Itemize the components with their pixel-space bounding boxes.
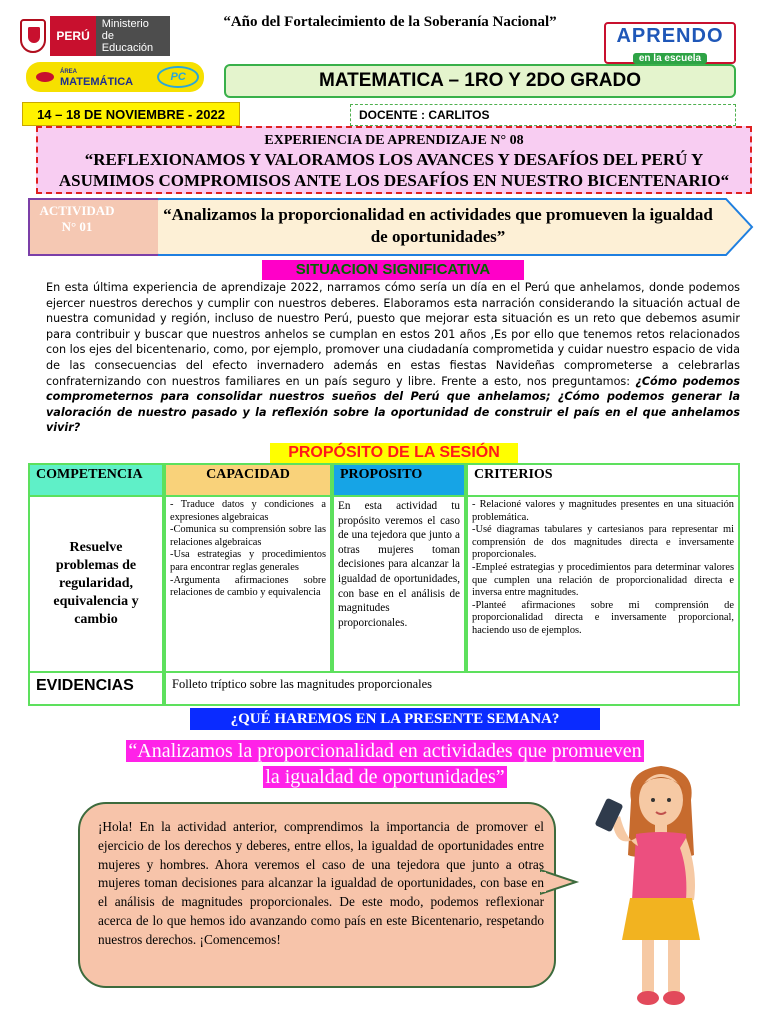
- evidencias-value: Folleto tríptico sobre las magnitudes proporcionales: [164, 671, 740, 706]
- criterio-item: - Relacioné valores y magnitudes presentes en una situación problemática.: [472, 499, 734, 523]
- criterio-item: -Empleé estrategias y procedimientos para determinar valores que cumplen una relación de proporcionalidad directa e inversa entre magnitudes.: [472, 561, 734, 599]
- pc-logo-icon: PC: [157, 66, 199, 88]
- evidencias-label: EVIDENCIAS: [28, 671, 164, 706]
- header-competencia: COMPETENCIA: [28, 463, 164, 497]
- situation-questions: ¿Cómo podemos comprometernos para consolidar nuestros sueños del Perú que anhelamos; ¿Cómo podemos generar la valoración de nuestro pasado y la reflexión sobre la oportunidad de construir el país en el que anhelamos vivir?: [46, 374, 741, 435]
- experience-title: “REFLEXIONAMOS Y VALORAMOS LOS AVANCES Y DESAFÍOS DEL PERÚ Y ASUMIMOS COMPROMISOS ANTE LOS DESAFÍOS EN NUESTRO BICENTENARIO“: [58, 150, 730, 190]
- capacidad-item: -Usa estrategias y procedimientos para encontrar reglas generales: [170, 549, 326, 573]
- speech-bubble-tail: [540, 864, 580, 904]
- date-range: 14 – 18 DE NOVIEMBRE - 2022: [22, 102, 240, 126]
- math-area-logo: ÁREA MATEMÁTICA PC: [26, 62, 204, 92]
- bubble-text: ¡Hola! En la actividad anterior, comprendimos la importancia de promover el ejercicio de los derechos y deberes, entre ellos, la igualdad de oportunidades entre mujeres y hombres. Ahora veremos el caso de una tejedora que junto a otras mujeres toman decisiones para alcanzar la igualdad de oportunidades, con base en el análisis de magnitudes proporcionales. De este modo, podemos reflexionar acerca de lo que hemos ido avanzando como país en este Bicentenario, respetando nuestros derechos. ¡Comencemos!: [98, 819, 544, 947]
- student-girl-illustration: [586, 760, 736, 1010]
- week-title: “Analizamos la proporcionalidad en actividades que promueven la igualdad de oportunidades”: [128, 740, 642, 788]
- capacidad-item: - Traduce datos y condiciones a expresiones algebraicas: [170, 499, 326, 523]
- experience-banner: [36, 126, 752, 194]
- criterio-item: -Usé diagramas tabulares y cartesianos para representar mi comprensión de dos magnitudes directa e inversamente proporcionales.: [472, 524, 734, 561]
- competencia-cell: Resuelve problemas de regularidad, equivalencia y cambio: [28, 495, 164, 673]
- ministry-country: PERÚ: [50, 16, 95, 56]
- activity-title: “Analizamos la proporcionalidad en actividades que promueven la igualdad de oportunidades”: [163, 205, 713, 246]
- aprendo-logo: APRENDO en la escuela: [604, 22, 736, 64]
- year-title: “Año del Fortalecimiento de la Soberanía Nacional”: [223, 14, 557, 30]
- purpose-heading: PROPÓSITO DE LA SESIÓN: [270, 443, 518, 463]
- header-proposito: PROPOSITO: [332, 463, 466, 497]
- eye-icon: [36, 72, 54, 82]
- competency-table: [28, 463, 740, 706]
- capacidad-cell: [164, 495, 332, 673]
- situation-text: En esta última experiencia de aprendizaje 2022, narramos cómo sería un día en el Perú que anhelamos, donde podemos ejercer nuestros derechos y cumplir con nuestros deberes. Elaboramos esta narración considerando la situación actual de nuestra comunidad y región, incluso de nuestro Perú, puesto que mejorar esta situación es un reto que debemos asumir para contribuir y buscar que nuestros anhelos se cumplan en estos 201 años ,Es por ello que tenemos retos relacionados con los ejes del bicentenario, como, por ejemplo, promover una ciudadanía comprometida y cuidar nuestro espacio de vida de las consecuencias del efecto invernadero además en estas fiestas Navideñas comprometerse a celebrarlas confraternizando con nuestros familiares en un país seguro y libre. Frente a esto, nos preguntamos: ¿Cómo podemos comprometernos para consolidar nuestros sueños del Perú que anhelamos; ¿Cómo podemos generar la valoración de nuestro pasado y la reflexión sobre la oportunidad de construir el país en el que anhelamos vivir?: [46, 281, 741, 435]
- proposito-cell: En esta actividad tu propósito veremos el caso de una tejedora que junto a otras mujeres toman decisiones para alcanzar la igualdad de oportunidades, con base en el análisis de magnitudes proporcionales.: [332, 495, 466, 673]
- situation-heading: SITUACION SIGNIFICATIVA: [262, 260, 524, 280]
- header-criterios: CRITERIOS: [466, 463, 740, 497]
- coat-of-arms-icon: [20, 19, 46, 53]
- criterios-cell: [466, 495, 740, 673]
- course-title: MATEMATICA – 1RO Y 2DO GRADO: [224, 64, 736, 98]
- ministry-name: Ministerio de Educación: [96, 16, 170, 56]
- experience-number: EXPERIENCIA DE APRENDIZAJE N° 08: [264, 133, 524, 148]
- teacher-label: DOCENTE : CARLITOS: [350, 104, 736, 126]
- week-heading: ¿QUÉ HAREMOS EN LA PRESENTE SEMANA?: [190, 708, 600, 730]
- activity-tag: ACTIVIDAD N° 01: [28, 198, 158, 256]
- header-capacidad: CAPACIDAD: [164, 463, 332, 497]
- criterio-item: -Planteé afirmaciones sobre mi comprensión de proporcionalidad directa e inversamente proporcional, haciendo uso de ejemplos.: [472, 599, 734, 636]
- ministry-logo: [20, 12, 170, 60]
- capacidad-item: -Comunica su comprensión sobre las relaciones algebraicas: [170, 524, 326, 548]
- capacidad-item: -Argumenta afirmaciones sobre relaciones de cambio y equivalencia: [170, 574, 326, 599]
